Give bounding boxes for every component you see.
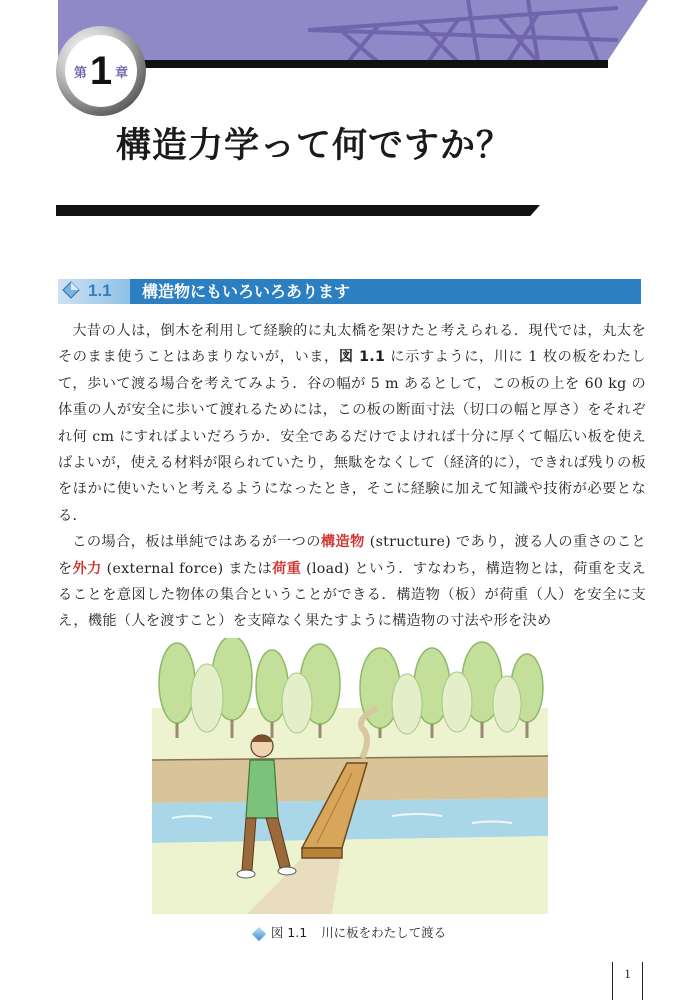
section-number: 1.1: [88, 281, 112, 300]
page-number: 1: [624, 966, 631, 981]
truss-bridge-graphic: [58, 0, 648, 62]
term-structure: 構造物: [320, 534, 365, 551]
chapter-badge: [56, 26, 146, 116]
chapter-number: 1: [89, 49, 113, 93]
paragraph-2: この場合，板は単純ではあるが一つの構造物 (structure) であり，渡る人の重さのことを外力 (external force) または荷重 (load) という．すなわち，構造物とは，荷重を支えることを意図した物体の集合ということができる．構造物（板）が荷重（人）を安全に支え，機能（人を渡すこと）を支障なく果たすように構造物の寸法や形を決め: [58, 534, 646, 630]
chapter-header-band: [58, 0, 648, 62]
diamond-icon: [252, 926, 266, 940]
caption-label: 図 1.1: [270, 925, 308, 940]
chapter-suffix: 章: [115, 65, 129, 81]
figure-caption: [0, 923, 700, 941]
page-number-rule: [642, 962, 643, 1000]
figure-illustration: [152, 638, 548, 914]
paragraph-1: 大昔の人は，倒木を利用して経験的に丸太橋を架けたと考えられる．現代では，丸太をそのまま使うことはあまりないが，いま，図 1.1 に示すように，川に 1 枚の板をわたして，歩いて渡る場合を考えてみよう．谷の幅が 5 m あるとして，この板の上を 60 kg の体重の人が安全に歩いて渡れるためには，この板の断面寸法（切口の幅と厚さ）をそれぞれ何 cm にすればよいだろうか．安全であるだけでよければ十分に厚くて幅広い板を使えばよいが，使える材料が限られていたり，無駄をなくして（経済的に），できれば残りの板をほかに使いたいと考えるようになったとき，そこに経験に加えて知識や技術が必要となる．: [58, 323, 647, 524]
title-underline: [56, 205, 540, 216]
diamond-icon: [62, 281, 80, 299]
chapter-title: 構造力学って何ですか？: [116, 126, 513, 166]
section-header: [58, 279, 641, 304]
caption-text: 川に板をわたして渡る: [321, 925, 447, 940]
body-text: [58, 318, 646, 635]
section-title: 構造物にもいろいろあります: [130, 279, 641, 304]
header-rule: [110, 60, 608, 68]
figure-reference: 図 1.1: [338, 349, 386, 366]
term-external-force: 外力: [72, 560, 102, 577]
chapter-prefix: 第: [73, 65, 87, 81]
term-load: 荷重: [272, 560, 302, 577]
